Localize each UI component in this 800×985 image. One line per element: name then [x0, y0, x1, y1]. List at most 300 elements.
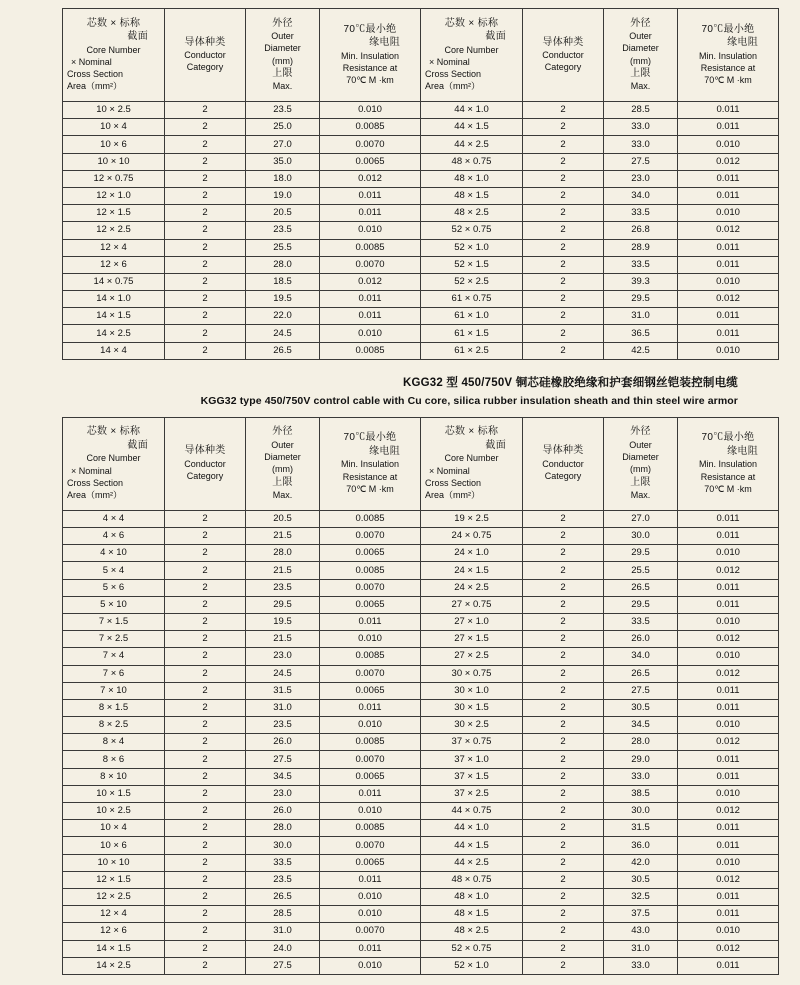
cell-conductor-category-left: 2	[165, 256, 246, 273]
cell-conductor-category-left: 2	[165, 699, 246, 716]
cell-outer-diameter-left: 24.5	[246, 665, 320, 682]
cell-conductor-category-left: 2	[165, 239, 246, 256]
header-core-number-right	[421, 417, 523, 510]
cell-conductor-category-left: 2	[165, 888, 246, 905]
cell-min-insulation-resistance-left: 0.011	[320, 291, 421, 308]
cell-conductor-category-left: 2	[165, 682, 246, 699]
cell-conductor-category-left: 2	[165, 342, 246, 359]
cell-min-insulation-resistance-right: 0.011	[678, 170, 779, 187]
cell-conductor-category-right: 2	[523, 682, 604, 699]
cell-core-number-right: 44 × 1.5	[421, 119, 523, 136]
cell-outer-diameter-left: 23.0	[246, 648, 320, 665]
cell-min-insulation-resistance-right: 0.010	[678, 613, 779, 630]
cell-core-number-left: 12 × 6	[63, 256, 165, 273]
cell-core-number-left: 10 × 6	[63, 136, 165, 153]
cell-conductor-category-left: 2	[165, 545, 246, 562]
cell-outer-diameter-left: 28.5	[246, 906, 320, 923]
table-head-top	[63, 9, 779, 102]
hdr-cat-en1: Conductor	[184, 50, 226, 60]
hdr-core-cn2: 标称	[119, 17, 141, 29]
hdr-cat-en1-r: Conductor	[542, 50, 584, 60]
cell-min-insulation-resistance-left: 0.010	[320, 102, 421, 119]
cell-min-insulation-resistance-left: 0.0065	[320, 545, 421, 562]
hdr-cat-cn-r: 导体种类	[542, 36, 584, 48]
cell-core-number-right: 48 × 1.5	[421, 906, 523, 923]
header-conductor-category-left	[165, 417, 246, 510]
hdr-cat-cn: 导体种类	[184, 36, 226, 48]
table-row	[63, 596, 779, 613]
table-row	[63, 648, 779, 665]
section-title	[0, 360, 800, 417]
table-row	[63, 888, 779, 905]
cell-outer-diameter-right: 32.5	[604, 888, 678, 905]
cell-core-number-right: 61 × 1.5	[421, 325, 523, 342]
cell-conductor-category-right: 2	[523, 596, 604, 613]
cell-conductor-category-right: 2	[523, 528, 604, 545]
cell-outer-diameter-left: 28.0	[246, 820, 320, 837]
cell-conductor-category-right: 2	[523, 803, 604, 820]
cell-outer-diameter-right: 34.0	[604, 648, 678, 665]
table-row	[63, 119, 779, 136]
cell-conductor-category-right: 2	[523, 153, 604, 170]
hdr-res-cn2-b: 缘电阻	[369, 445, 400, 457]
cell-min-insulation-resistance-right: 0.012	[678, 665, 779, 682]
cell-outer-diameter-left: 27.0	[246, 136, 320, 153]
cell-conductor-category-right: 2	[523, 906, 604, 923]
header-core-number-right	[421, 9, 523, 102]
cell-min-insulation-resistance-right: 0.012	[678, 871, 779, 888]
cell-conductor-category-right: 2	[523, 579, 604, 596]
cell-conductor-category-right: 2	[523, 717, 604, 734]
cell-conductor-category-right: 2	[523, 562, 604, 579]
hdr-dia-cn-r: 外径	[630, 17, 651, 29]
cell-min-insulation-resistance-left: 0.0070	[320, 751, 421, 768]
cell-min-insulation-resistance-left: 0.0085	[320, 239, 421, 256]
cell-min-insulation-resistance-right: 0.010	[678, 545, 779, 562]
cell-min-insulation-resistance-left: 0.0070	[320, 579, 421, 596]
header-min-insulation-resistance-right	[678, 417, 779, 510]
section-title-cn: KGG32 型 450/750V 铜芯硅橡胶绝缘和护套细钢丝铠装控制电缆	[402, 376, 738, 389]
cell-min-insulation-resistance-left: 0.0065	[320, 682, 421, 699]
cell-outer-diameter-left: 23.5	[246, 579, 320, 596]
cell-outer-diameter-left: 28.0	[246, 256, 320, 273]
cell-core-number-right: 27 × 1.0	[421, 613, 523, 630]
cell-min-insulation-resistance-right: 0.011	[678, 510, 779, 527]
hdr-core-cnx: ×	[110, 17, 117, 29]
cell-outer-diameter-right: 31.0	[604, 308, 678, 325]
cell-core-number-right: 48 × 1.0	[421, 170, 523, 187]
cell-conductor-category-right: 2	[523, 631, 604, 648]
cell-outer-diameter-right: 25.5	[604, 562, 678, 579]
cell-core-number-right: 48 × 2.5	[421, 923, 523, 940]
cell-core-number-left: 4 × 6	[63, 528, 165, 545]
cell-conductor-category-left: 2	[165, 119, 246, 136]
hdr-dia-en1: Outer	[271, 31, 294, 41]
hdr-core-cnx-b: ×	[110, 426, 117, 438]
cell-min-insulation-resistance-left: 0.0065	[320, 768, 421, 785]
cell-outer-diameter-right: 33.0	[604, 957, 678, 974]
cell-core-number-right: 24 × 0.75	[421, 528, 523, 545]
cell-core-number-left: 10 × 2.5	[63, 102, 165, 119]
cell-outer-diameter-left: 21.5	[246, 528, 320, 545]
cell-min-insulation-resistance-right: 0.011	[678, 256, 779, 273]
cell-min-insulation-resistance-right: 0.010	[678, 854, 779, 871]
hdr-dia-en3-r: (mm)	[630, 55, 651, 66]
cell-outer-diameter-left: 21.5	[246, 631, 320, 648]
cell-min-insulation-resistance-left: 0.0085	[320, 119, 421, 136]
cell-outer-diameter-right: 42.5	[604, 342, 678, 359]
cell-outer-diameter-right: 31.0	[604, 940, 678, 957]
cell-conductor-category-left: 2	[165, 734, 246, 751]
section-title-en: KGG32 type 450/750V control cable with Cu core, silica rubber insulation sheath and thin steel wire armor	[200, 394, 738, 407]
cell-min-insulation-resistance-left: 0.011	[320, 699, 421, 716]
cell-core-number-right: 37 × 1.5	[421, 768, 523, 785]
cell-min-insulation-resistance-right: 0.011	[678, 119, 779, 136]
cell-min-insulation-resistance-left: 0.011	[320, 940, 421, 957]
hdr-core-en4-b: Area（mm²）	[67, 490, 123, 501]
cell-outer-diameter-right: 33.0	[604, 136, 678, 153]
table-row	[63, 205, 779, 222]
cell-outer-diameter-right: 33.5	[604, 205, 678, 222]
cell-outer-diameter-left: 19.5	[246, 291, 320, 308]
cell-core-number-left: 5 × 6	[63, 579, 165, 596]
cell-outer-diameter-right: 29.5	[604, 596, 678, 613]
cell-outer-diameter-right: 27.5	[604, 153, 678, 170]
cell-conductor-category-left: 2	[165, 205, 246, 222]
cell-core-number-left: 10 × 10	[63, 854, 165, 871]
table-row	[63, 291, 779, 308]
cell-core-number-left: 14 × 2.5	[63, 957, 165, 974]
cell-outer-diameter-right: 34.5	[604, 717, 678, 734]
table-row	[63, 170, 779, 187]
hdr-core-cnx-r: ×	[468, 17, 475, 29]
cell-core-number-left: 14 × 0.75	[63, 273, 165, 290]
cell-core-number-left: 12 × 2.5	[63, 222, 165, 239]
header-min-insulation-resistance-right	[678, 9, 779, 102]
cell-conductor-category-right: 2	[523, 273, 604, 290]
hdr-res-cn1-b: 70℃最小绝	[343, 432, 397, 444]
cell-outer-diameter-left: 27.5	[246, 957, 320, 974]
hdr-dia-en4: Max.	[272, 81, 293, 92]
cell-min-insulation-resistance-left: 0.0085	[320, 342, 421, 359]
cell-min-insulation-resistance-left: 0.010	[320, 717, 421, 734]
cell-outer-diameter-right: 27.0	[604, 510, 678, 527]
cell-min-insulation-resistance-right: 0.011	[678, 906, 779, 923]
cell-min-insulation-resistance-left: 0.011	[320, 871, 421, 888]
cell-conductor-category-right: 2	[523, 222, 604, 239]
cell-outer-diameter-left: 31.0	[246, 699, 320, 716]
cell-core-number-left: 10 × 10	[63, 153, 165, 170]
hdr-cat-cn-br: 导体种类	[542, 445, 584, 457]
hdr-dia-en1-r: Outer	[629, 31, 652, 41]
cell-core-number-left: 14 × 1.5	[63, 940, 165, 957]
hdr-dia-cn-br: 外径	[630, 426, 651, 438]
cell-outer-diameter-right: 23.0	[604, 170, 678, 187]
cell-min-insulation-resistance-left: 0.0065	[320, 854, 421, 871]
cell-min-insulation-resistance-right: 0.011	[678, 187, 779, 204]
cell-conductor-category-left: 2	[165, 325, 246, 342]
cell-conductor-category-right: 2	[523, 923, 604, 940]
hdr-res-cn1-r: 70℃最小绝	[701, 23, 755, 35]
hdr-dia-en4-b: Max.	[272, 490, 293, 501]
hdr-dia-en4-br: Max.	[630, 490, 651, 501]
table-row	[63, 187, 779, 204]
cell-min-insulation-resistance-right: 0.011	[678, 102, 779, 119]
hdr-core-cn3-br: 截面	[485, 439, 506, 451]
cell-conductor-category-left: 2	[165, 631, 246, 648]
cell-core-number-left: 4 × 4	[63, 510, 165, 527]
cell-outer-diameter-right: 30.0	[604, 528, 678, 545]
hdr-dia-en2-r: Diameter	[622, 43, 659, 54]
cell-conductor-category-left: 2	[165, 837, 246, 854]
cell-core-number-right: 52 × 1.0	[421, 957, 523, 974]
cell-core-number-right: 61 × 0.75	[421, 291, 523, 308]
cell-min-insulation-resistance-right: 0.012	[678, 291, 779, 308]
cell-min-insulation-resistance-left: 0.0070	[320, 256, 421, 273]
cell-outer-diameter-left: 19.5	[246, 613, 320, 630]
cell-min-insulation-resistance-right: 0.011	[678, 596, 779, 613]
table-row	[63, 940, 779, 957]
cell-core-number-right: 52 × 1.0	[421, 239, 523, 256]
hdr-res-en2-r: Resistance at	[700, 62, 756, 73]
hdr-core-cn2-b: 标称	[119, 426, 141, 438]
hdr-dia-en4-r: Max.	[630, 81, 651, 92]
hdr-res-en1: Min. Insulation	[340, 50, 400, 61]
cell-core-number-right: 52 × 1.5	[421, 256, 523, 273]
cell-outer-diameter-right: 28.9	[604, 239, 678, 256]
table-row	[63, 308, 779, 325]
cell-core-number-left: 12 × 0.75	[63, 170, 165, 187]
hdr-cat-en1-b: Conductor	[184, 458, 226, 469]
cell-conductor-category-left: 2	[165, 596, 246, 613]
cell-min-insulation-resistance-right: 0.011	[678, 528, 779, 545]
hdr-dia-cn2: 上限	[272, 67, 293, 79]
cell-outer-diameter-right: 36.0	[604, 837, 678, 854]
cell-min-insulation-resistance-left: 0.010	[320, 222, 421, 239]
cell-min-insulation-resistance-right: 0.011	[678, 768, 779, 785]
cell-conductor-category-left: 2	[165, 854, 246, 871]
header-core-number-left	[63, 417, 165, 510]
cell-core-number-left: 8 × 6	[63, 751, 165, 768]
table-row	[63, 613, 779, 630]
hdr-res-en2-br: Resistance at	[700, 471, 756, 482]
cell-min-insulation-resistance-left: 0.011	[320, 613, 421, 630]
hdr-cat-en2: Category	[186, 62, 224, 73]
header-core-number-left	[63, 9, 165, 102]
cell-conductor-category-right: 2	[523, 325, 604, 342]
table-row	[63, 579, 779, 596]
cell-min-insulation-resistance-left: 0.0085	[320, 734, 421, 751]
table-row	[63, 102, 779, 119]
cell-min-insulation-resistance-right: 0.011	[678, 325, 779, 342]
cell-core-number-right: 30 × 1.5	[421, 699, 523, 716]
cell-min-insulation-resistance-right: 0.011	[678, 751, 779, 768]
hdr-cat-en2-r: Category	[544, 62, 582, 73]
cell-conductor-category-right: 2	[523, 854, 604, 871]
cell-min-insulation-resistance-left: 0.010	[320, 325, 421, 342]
cell-outer-diameter-right: 42.0	[604, 854, 678, 871]
cell-conductor-category-right: 2	[523, 308, 604, 325]
cell-outer-diameter-right: 30.0	[604, 803, 678, 820]
hdr-res-en2-b: Resistance at	[342, 471, 398, 482]
table-row	[63, 768, 779, 785]
table-row	[63, 342, 779, 359]
cell-outer-diameter-right: 29.5	[604, 545, 678, 562]
cell-min-insulation-resistance-left: 0.011	[320, 205, 421, 222]
cell-conductor-category-right: 2	[523, 768, 604, 785]
cell-core-number-right: 30 × 1.0	[421, 682, 523, 699]
cell-outer-diameter-left: 21.5	[246, 562, 320, 579]
cell-conductor-category-right: 2	[523, 545, 604, 562]
cell-min-insulation-resistance-left: 0.0070	[320, 837, 421, 854]
cell-outer-diameter-left: 18.5	[246, 273, 320, 290]
cell-core-number-left: 14 × 1.0	[63, 291, 165, 308]
hdr-res-cn1: 70℃最小绝	[343, 23, 397, 35]
cell-conductor-category-left: 2	[165, 102, 246, 119]
cell-outer-diameter-left: 23.5	[246, 871, 320, 888]
cell-conductor-category-left: 2	[165, 768, 246, 785]
cell-conductor-category-left: 2	[165, 717, 246, 734]
hdr-core-cn3: 截面	[127, 31, 148, 42]
hdr-core-en2-b: × Nominal	[71, 465, 112, 476]
cell-core-number-left: 7 × 6	[63, 665, 165, 682]
hdr-res-en1-b: Min. Insulation	[340, 459, 400, 470]
cell-core-number-left: 4 × 10	[63, 545, 165, 562]
table-row	[63, 923, 779, 940]
cell-min-insulation-resistance-right: 0.012	[678, 222, 779, 239]
table-row	[63, 665, 779, 682]
cell-core-number-left: 10 × 6	[63, 837, 165, 854]
cell-conductor-category-right: 2	[523, 888, 604, 905]
table-row	[63, 820, 779, 837]
cell-min-insulation-resistance-right: 0.011	[678, 957, 779, 974]
cell-min-insulation-resistance-right: 0.011	[678, 820, 779, 837]
cell-conductor-category-left: 2	[165, 665, 246, 682]
cell-conductor-category-left: 2	[165, 528, 246, 545]
cell-conductor-category-right: 2	[523, 785, 604, 802]
cell-core-number-right: 44 × 0.75	[421, 803, 523, 820]
cell-outer-diameter-right: 38.5	[604, 785, 678, 802]
cell-min-insulation-resistance-right: 0.010	[678, 785, 779, 802]
cell-conductor-category-left: 2	[165, 613, 246, 630]
cell-conductor-category-right: 2	[523, 665, 604, 682]
hdr-core-cn1-b: 芯数	[86, 426, 108, 438]
cell-min-insulation-resistance-right: 0.011	[678, 837, 779, 854]
cell-conductor-category-right: 2	[523, 239, 604, 256]
hdr-dia-en2-br: Diameter	[622, 452, 659, 463]
cell-core-number-left: 10 × 2.5	[63, 803, 165, 820]
table-body-top	[63, 102, 779, 360]
cell-outer-diameter-left: 24.0	[246, 940, 320, 957]
cell-outer-diameter-right: 26.5	[604, 665, 678, 682]
cell-core-number-right: 30 × 2.5	[421, 717, 523, 734]
table-row	[63, 871, 779, 888]
hdr-core-en4-br: Area（mm²）	[425, 490, 481, 501]
cell-min-insulation-resistance-left: 0.011	[320, 308, 421, 325]
cell-min-insulation-resistance-left: 0.012	[320, 170, 421, 187]
cell-outer-diameter-right: 36.5	[604, 325, 678, 342]
cell-conductor-category-left: 2	[165, 940, 246, 957]
bottom-table-wrap	[0, 417, 800, 975]
cell-core-number-right: 48 × 1.5	[421, 187, 523, 204]
cell-outer-diameter-left: 31.5	[246, 682, 320, 699]
hdr-core-cn1-r: 芯数	[444, 17, 466, 29]
cell-conductor-category-left: 2	[165, 153, 246, 170]
cell-core-number-right: 24 × 1.0	[421, 545, 523, 562]
cell-min-insulation-resistance-right: 0.011	[678, 239, 779, 256]
cell-min-insulation-resistance-left: 0.0070	[320, 923, 421, 940]
table-row	[63, 239, 779, 256]
cell-core-number-right: 37 × 0.75	[421, 734, 523, 751]
cell-core-number-left: 14 × 1.5	[63, 308, 165, 325]
cell-min-insulation-resistance-left: 0.0065	[320, 596, 421, 613]
cell-outer-diameter-right: 30.5	[604, 871, 678, 888]
cell-outer-diameter-right: 29.5	[604, 291, 678, 308]
cell-core-number-right: 61 × 1.0	[421, 308, 523, 325]
hdr-core-en3: Cross Section	[67, 69, 124, 79]
header-min-insulation-resistance-left	[320, 417, 421, 510]
cell-core-number-right: 52 × 0.75	[421, 940, 523, 957]
cell-min-insulation-resistance-right: 0.011	[678, 888, 779, 905]
cell-min-insulation-resistance-left: 0.010	[320, 803, 421, 820]
cell-outer-diameter-left: 20.5	[246, 510, 320, 527]
hdr-cat-en1-br: Conductor	[542, 458, 584, 469]
hdr-dia-cn2-r: 上限	[630, 67, 651, 79]
cell-min-insulation-resistance-left: 0.010	[320, 631, 421, 648]
cell-min-insulation-resistance-left: 0.0070	[320, 665, 421, 682]
cell-core-number-right: 30 × 0.75	[421, 665, 523, 682]
cell-min-insulation-resistance-right: 0.012	[678, 562, 779, 579]
cell-core-number-right: 27 × 0.75	[421, 596, 523, 613]
cell-min-insulation-resistance-right: 0.010	[678, 648, 779, 665]
table-row	[63, 631, 779, 648]
hdr-core-en1-r: Core Number	[444, 44, 499, 55]
hdr-core-en4: Area（mm²）	[67, 81, 123, 92]
header-outer-diameter-left	[246, 417, 320, 510]
cell-outer-diameter-left: 23.0	[246, 785, 320, 802]
cell-outer-diameter-right: 34.0	[604, 187, 678, 204]
cell-min-insulation-resistance-right: 0.010	[678, 273, 779, 290]
hdr-res-en2: Resistance at	[342, 62, 398, 73]
cell-min-insulation-resistance-right: 0.011	[678, 699, 779, 716]
cell-min-insulation-resistance-left: 0.012	[320, 273, 421, 290]
table-body-bottom	[63, 510, 779, 974]
cell-conductor-category-right: 2	[523, 957, 604, 974]
cell-outer-diameter-right: 27.5	[604, 682, 678, 699]
cell-outer-diameter-right: 33.0	[604, 119, 678, 136]
cell-outer-diameter-left: 19.0	[246, 187, 320, 204]
cell-outer-diameter-left: 18.0	[246, 170, 320, 187]
hdr-core-en2-r: × Nominal	[429, 56, 470, 67]
cell-conductor-category-right: 2	[523, 871, 604, 888]
bottom-spacer	[0, 975, 800, 985]
cell-conductor-category-left: 2	[165, 562, 246, 579]
table-row	[63, 136, 779, 153]
cell-conductor-category-left: 2	[165, 170, 246, 187]
hdr-res-en3-b: 70℃ M ·km	[346, 483, 394, 494]
hdr-res-en1-br: Min. Insulation	[698, 459, 758, 470]
hdr-dia-en3: (mm)	[272, 55, 293, 66]
hdr-core-cn3-b: 截面	[127, 439, 148, 451]
hdr-cat-cn-b: 导体种类	[184, 445, 226, 457]
cell-min-insulation-resistance-left: 0.0085	[320, 820, 421, 837]
cell-conductor-category-right: 2	[523, 613, 604, 630]
hdr-core-en1-br: Core Number	[444, 453, 499, 464]
cell-min-insulation-resistance-left: 0.0085	[320, 510, 421, 527]
cell-outer-diameter-left: 31.0	[246, 923, 320, 940]
cell-core-number-left: 10 × 4	[63, 119, 165, 136]
cell-conductor-category-right: 2	[523, 940, 604, 957]
